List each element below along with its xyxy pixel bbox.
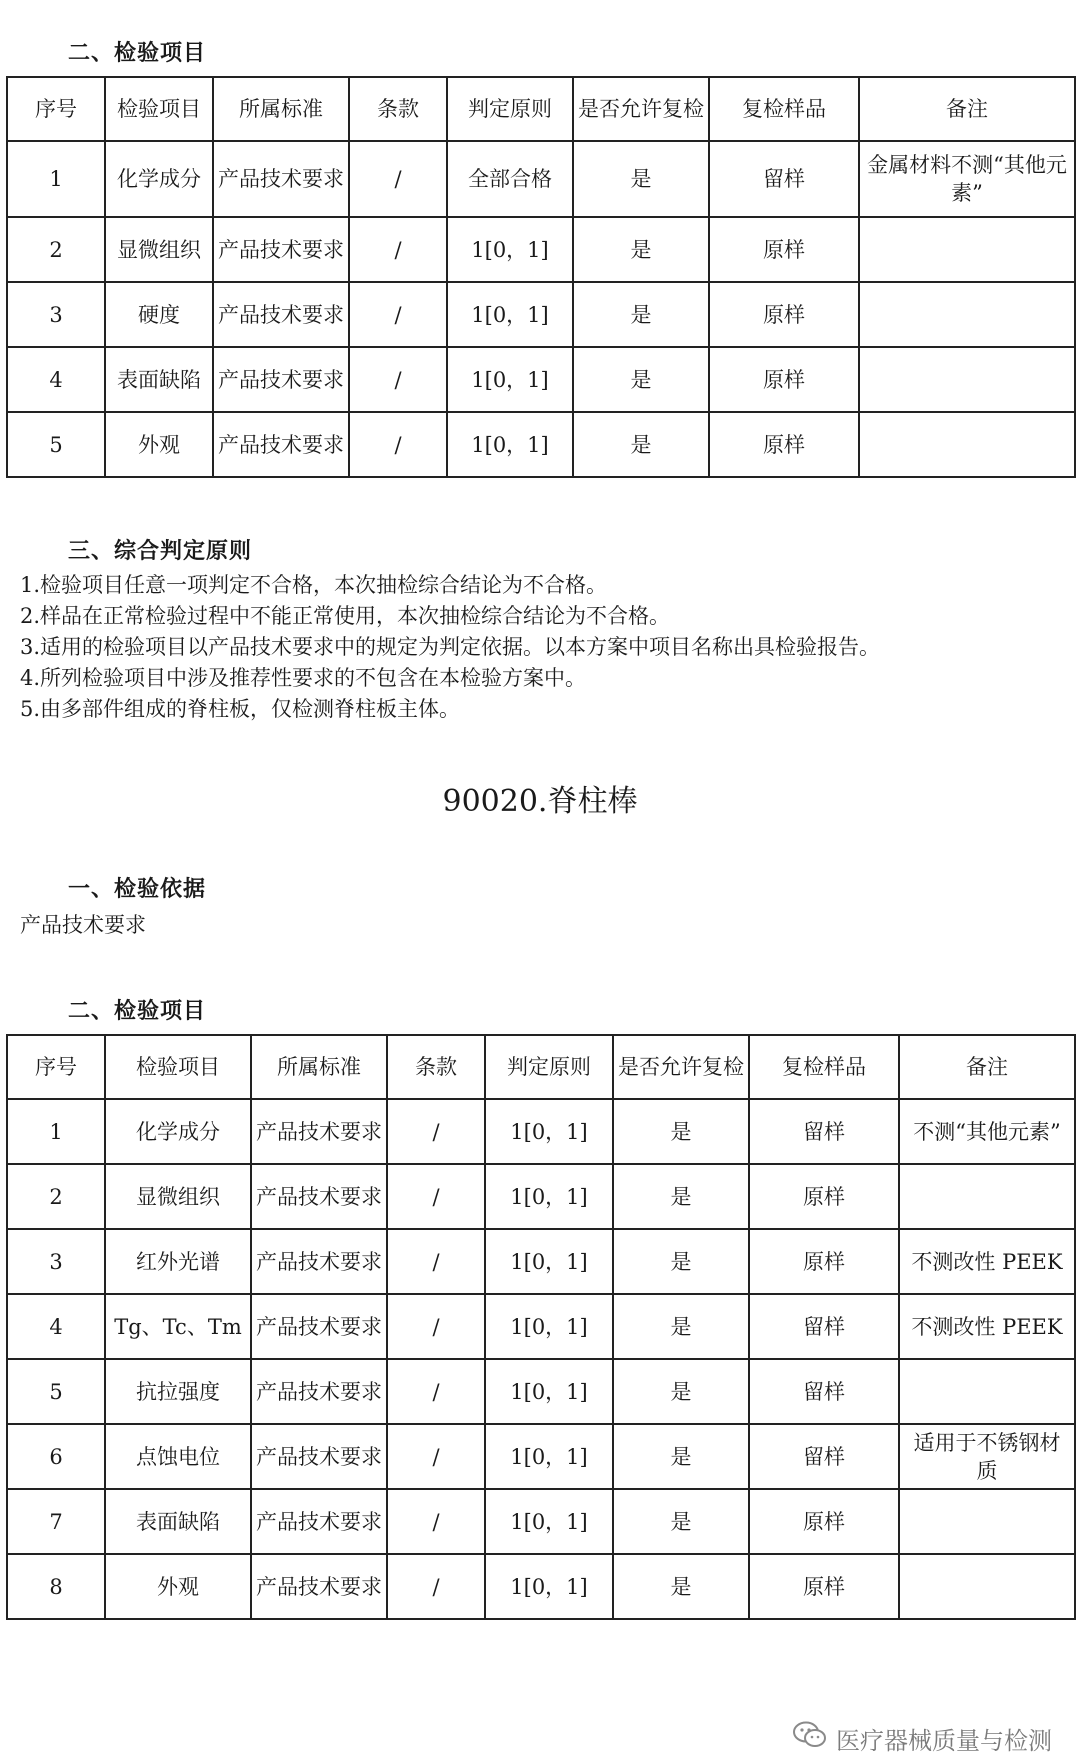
- table-cell: 金属材料不测“其他元素”: [859, 141, 1075, 217]
- table-cell: 是: [613, 1554, 749, 1619]
- table-row: [7, 217, 1075, 282]
- table-row: [7, 141, 1075, 217]
- table-row: [7, 347, 1075, 412]
- section-heading-inspection-basis: 一、检验依据: [68, 877, 207, 902]
- table-cell: 化学成分: [105, 1099, 251, 1164]
- table-cell: [899, 1164, 1075, 1229]
- table-cell: 产品技术要求: [251, 1554, 387, 1619]
- table-cell: 1[0，1]: [447, 217, 573, 282]
- table-cell: 是: [573, 282, 709, 347]
- table-cell: /: [387, 1424, 485, 1489]
- header-cell: 条款: [349, 77, 447, 141]
- table-cell: 产品技术要求: [213, 282, 349, 347]
- table-cell: 1: [7, 141, 105, 217]
- principle-line: 2.样品在正常检验过程中不能正常使用，本次抽检综合结论为不合格。: [20, 604, 671, 628]
- table-cell: 适用于不锈钢材质: [899, 1424, 1075, 1489]
- header-cell: 所属标准: [213, 77, 349, 141]
- table-cell: 是: [613, 1164, 749, 1229]
- table-cell: /: [387, 1554, 485, 1619]
- table-cell: 1[0，1]: [485, 1099, 613, 1164]
- table-row: [7, 1424, 1075, 1489]
- header-cell: 所属标准: [251, 1035, 387, 1099]
- table-cell: [899, 1554, 1075, 1619]
- table-cell: 5: [7, 1359, 105, 1424]
- table-cell: 留样: [749, 1424, 899, 1489]
- table-cell: 产品技术要求: [251, 1489, 387, 1554]
- table-cell: 产品技术要求: [251, 1424, 387, 1489]
- principle-line: 4.所列检验项目中涉及推荐性要求的不包含在本检验方案中。: [20, 666, 587, 690]
- table-cell: /: [349, 141, 447, 217]
- table-cell: 产品技术要求: [251, 1229, 387, 1294]
- table-cell: 是: [613, 1489, 749, 1554]
- table-cell: 1[0，1]: [485, 1164, 613, 1229]
- table-cell: 留样: [709, 141, 859, 217]
- table-cell: 1[0，1]: [447, 282, 573, 347]
- watermark-text: 医疗器械质量与检测: [836, 1726, 1052, 1755]
- table-cell: 3: [7, 282, 105, 347]
- table-header-row: [7, 1035, 1075, 1099]
- table-cell: 是: [573, 141, 709, 217]
- header-cell: 是否允许复检: [613, 1035, 749, 1099]
- inspection-table-1: [6, 76, 1076, 478]
- table-cell: 是: [613, 1099, 749, 1164]
- table-cell: 1[0，1]: [447, 412, 573, 477]
- table-cell: 是: [573, 412, 709, 477]
- table-cell: 原样: [749, 1554, 899, 1619]
- table-cell: 1: [7, 1099, 105, 1164]
- table-cell: 全部合格: [447, 141, 573, 217]
- table-row: [7, 1359, 1075, 1424]
- table-cell: 原样: [749, 1164, 899, 1229]
- table-cell: 是: [613, 1359, 749, 1424]
- table-cell: /: [387, 1294, 485, 1359]
- table-cell: /: [387, 1099, 485, 1164]
- table-row: [7, 412, 1075, 477]
- table-cell: Tg、Tc、Tm: [105, 1294, 251, 1359]
- header-cell: 判定原则: [485, 1035, 613, 1099]
- table-row: [7, 1099, 1075, 1164]
- principle-line: 3.适用的检验项目以产品技术要求中的规定为判定依据。以本方案中项目名称出具检验报告。: [20, 635, 881, 659]
- section-heading-judgment-principles: 三、综合判定原则: [68, 539, 253, 564]
- table-row: [7, 1229, 1075, 1294]
- table-cell: 是: [573, 347, 709, 412]
- header-cell: 备注: [899, 1035, 1075, 1099]
- table-cell: 表面缺陷: [105, 1489, 251, 1554]
- section-heading-inspection-items-1: 二、检验项目: [68, 41, 207, 66]
- table-cell: 显微组织: [105, 1164, 251, 1229]
- table-cell: 是: [613, 1229, 749, 1294]
- principle-line: 5.由多部件组成的脊柱板，仅检测脊柱板主体。: [20, 697, 461, 721]
- table-cell: 不测改性 PEEK: [899, 1294, 1075, 1359]
- table-cell: 不测“其他元素”: [899, 1099, 1075, 1164]
- table-cell: 产品技术要求: [251, 1099, 387, 1164]
- wechat-icon: [792, 1720, 828, 1756]
- table-cell: 原样: [709, 347, 859, 412]
- table-cell: /: [387, 1164, 485, 1229]
- table-cell: /: [387, 1229, 485, 1294]
- table-row: [7, 1489, 1075, 1554]
- table-cell: 产品技术要求: [251, 1359, 387, 1424]
- table-cell: 2: [7, 217, 105, 282]
- watermark: [792, 1720, 1052, 1756]
- header-cell: 检验项目: [105, 77, 213, 141]
- header-cell: 是否允许复检: [573, 77, 709, 141]
- table-cell: 8: [7, 1554, 105, 1619]
- table-cell: /: [387, 1489, 485, 1554]
- table-cell: 化学成分: [105, 141, 213, 217]
- table-cell: 外观: [105, 412, 213, 477]
- table-cell: 原样: [749, 1489, 899, 1554]
- table-cell: 产品技术要求: [251, 1164, 387, 1229]
- table-cell: 是: [573, 217, 709, 282]
- table-cell: 2: [7, 1164, 105, 1229]
- header-cell: 复检样品: [749, 1035, 899, 1099]
- table-cell: 表面缺陷: [105, 347, 213, 412]
- table-row: [7, 1294, 1075, 1359]
- table-row: [7, 1164, 1075, 1229]
- header-cell: 复检样品: [709, 77, 859, 141]
- table-cell: 是: [613, 1424, 749, 1489]
- table-cell: 留样: [749, 1359, 899, 1424]
- table-cell: 产品技术要求: [213, 347, 349, 412]
- table-cell: 点蚀电位: [105, 1424, 251, 1489]
- header-cell: 序号: [7, 1035, 105, 1099]
- table-cell: 外观: [105, 1554, 251, 1619]
- table-cell: 1[0，1]: [485, 1359, 613, 1424]
- table-row: [7, 282, 1075, 347]
- table-cell: 产品技术要求: [213, 412, 349, 477]
- table-cell: [859, 217, 1075, 282]
- table-cell: 1[0，1]: [447, 347, 573, 412]
- table-cell: [859, 347, 1075, 412]
- table-cell: 5: [7, 412, 105, 477]
- table-cell: [859, 412, 1075, 477]
- header-cell: 检验项目: [105, 1035, 251, 1099]
- table-cell: 硬度: [105, 282, 213, 347]
- table-cell: 原样: [709, 412, 859, 477]
- header-cell: 备注: [859, 77, 1075, 141]
- table-cell: 4: [7, 1294, 105, 1359]
- table-cell: 留样: [749, 1099, 899, 1164]
- table-cell: 3: [7, 1229, 105, 1294]
- table-cell: /: [349, 347, 447, 412]
- product-title: 90020.脊柱棒: [442, 784, 638, 819]
- table-cell: 原样: [709, 217, 859, 282]
- table-cell: 原样: [749, 1229, 899, 1294]
- table-cell: 是: [613, 1294, 749, 1359]
- table-cell: 1[0，1]: [485, 1294, 613, 1359]
- table-cell: 不测改性 PEEK: [899, 1229, 1075, 1294]
- table-cell: 红外光谱: [105, 1229, 251, 1294]
- table-cell: 留样: [749, 1294, 899, 1359]
- principle-line: 1.检验项目任意一项判定不合格，本次抽检综合结论为不合格。: [20, 573, 608, 597]
- table-cell: 4: [7, 347, 105, 412]
- table-cell: /: [387, 1359, 485, 1424]
- table-cell: [899, 1359, 1075, 1424]
- table-cell: 产品技术要求: [213, 141, 349, 217]
- table-header-row: [7, 77, 1075, 141]
- table-cell: 显微组织: [105, 217, 213, 282]
- inspection-basis-text: 产品技术要求: [20, 913, 146, 937]
- table-cell: 6: [7, 1424, 105, 1489]
- table-cell: 1[0，1]: [485, 1229, 613, 1294]
- table-cell: 1[0，1]: [485, 1424, 613, 1489]
- section-heading-inspection-items-2: 二、检验项目: [68, 999, 207, 1024]
- table-cell: /: [349, 282, 447, 347]
- table-cell: [859, 282, 1075, 347]
- table-cell: /: [349, 217, 447, 282]
- table-cell: 7: [7, 1489, 105, 1554]
- table-cell: 产品技术要求: [213, 217, 349, 282]
- table-cell: [899, 1489, 1075, 1554]
- table-cell: 原样: [709, 282, 859, 347]
- header-cell: 判定原则: [447, 77, 573, 141]
- table-cell: 抗拉强度: [105, 1359, 251, 1424]
- judgment-principles-list: [20, 570, 1060, 725]
- table-cell: /: [349, 412, 447, 477]
- inspection-table-2: [6, 1034, 1076, 1620]
- table-cell: 1[0，1]: [485, 1489, 613, 1554]
- header-cell: 条款: [387, 1035, 485, 1099]
- table-row: [7, 1554, 1075, 1619]
- header-cell: 序号: [7, 77, 105, 141]
- table-cell: 1[0，1]: [485, 1554, 613, 1619]
- table-cell: 产品技术要求: [251, 1294, 387, 1359]
